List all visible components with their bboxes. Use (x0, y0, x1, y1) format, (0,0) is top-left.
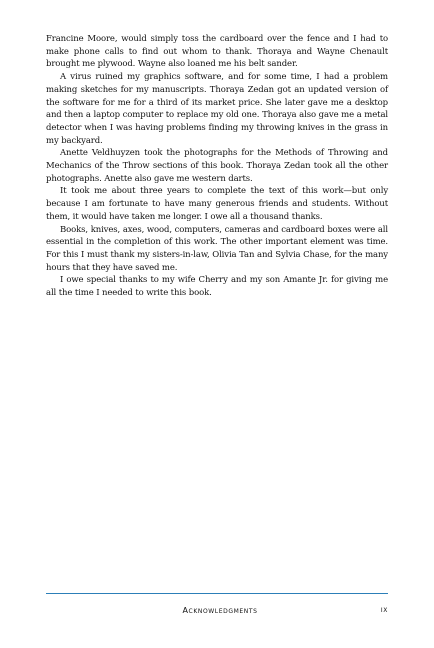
body-text (46, 33, 388, 300)
paragraph-photographs: Anette Veldhuyzen took the photographs for the Methods of Throwing and Mechanics of the Throw sections of this book. Thoraya Zedan took all the other photographs. Anette also gave me western darts. (46, 148, 388, 184)
paragraph-three-years: It took me about three years to complete the text of this work—but only because I am fortunate to have many generous friends and students. Without them, it would have taken me longer. I owe all a thousand thanks. (46, 186, 388, 222)
paragraph-essentials-time: Books, knives, axes, wood, computers, cameras and cardboard boxes were all essential in the completion of this work. The other important element was time. For this I must thank my sisters-in-law, Olivia Tan and Sylvia Chase, for the many hours that they have saved me. (46, 224, 388, 273)
paragraph-family-thanks: I owe special thanks to my wife Cherry and my son Amante Jr. for giving me all the time I needed to write this book. (46, 275, 388, 299)
page-number: ix (380, 605, 388, 615)
paragraph-cardboard-plywood: Francine Moore, would simply toss the cardboard over the fence and I had to make phone calls to find out whom to thank. Thoraya and Wayne Chenault brought me plywood. Wayne also loaned me his belt sander. (46, 34, 388, 70)
running-footer-title: Acknowledgments (182, 606, 258, 615)
paragraph-graphics-software: A virus ruined my graphics software, and for some time, I had a problem making sketches for my manuscripts. Thoraya Zedan got an updated version of the software for me for a third of its market price. She later gave me a desktop and then a laptop computer to replace my old one. Thoraya also gave me a metal detector when I was having problems finding my throwing knives in the grass in my backyard. (46, 72, 388, 146)
footer-rule (46, 593, 388, 594)
